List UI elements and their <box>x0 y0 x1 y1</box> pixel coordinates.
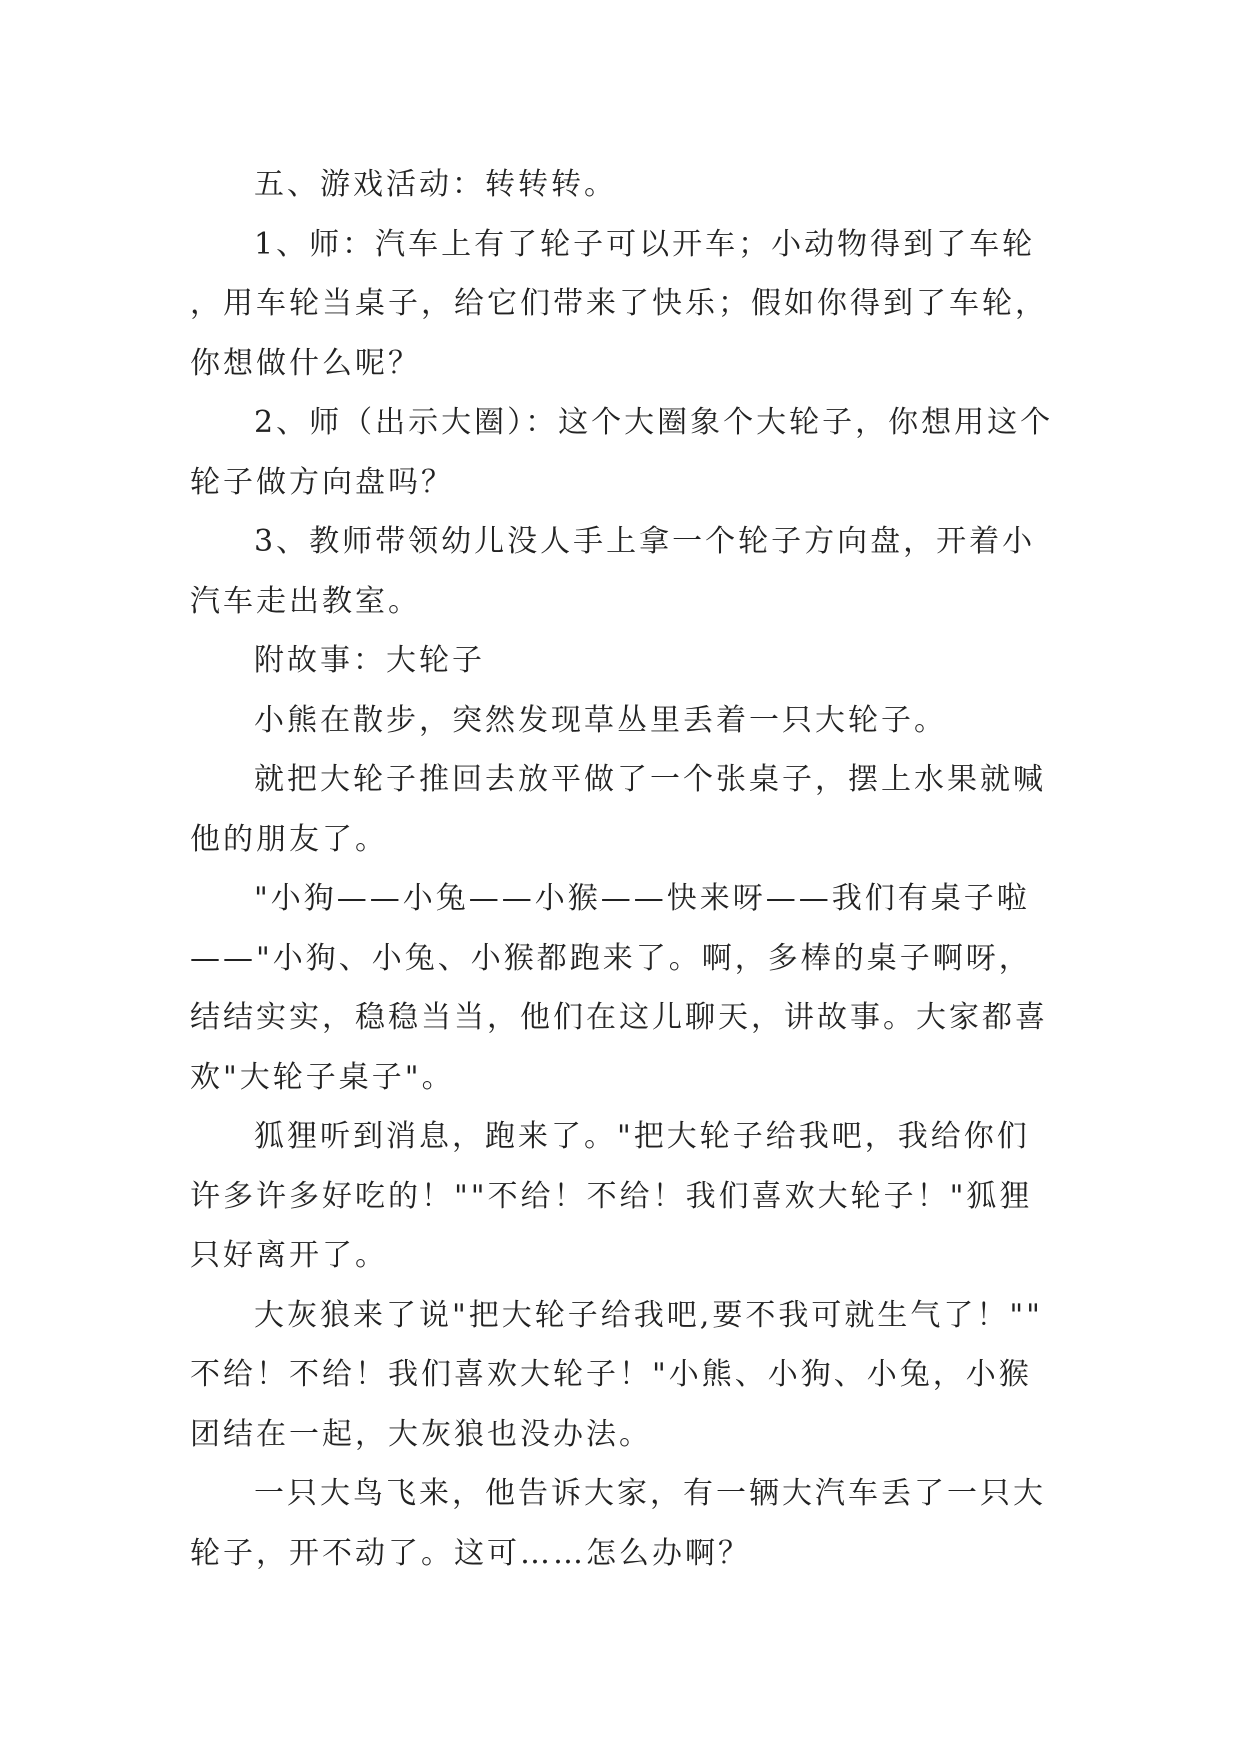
paragraph: "小狗——小兔——小猴——快来呀——我们有桌子啦——"小狗、小兔、小猴都跑来了。啊，多棒的桌子啊呀，结结实实，稳稳当当，他们在这儿聊天，讲故事。大家都喜欢"大轮子桌子"。 <box>190 881 1048 1095</box>
paragraph: 3、教师带领幼儿没人手上拿一个轮子方向盘，开着小汽车走出教室。 <box>190 524 1036 619</box>
paragraph: 一只大鸟飞来，他告诉大家，有一辆大汽车丢了一只大轮子，开不动了。这可……怎么办啊？ <box>190 1476 1046 1571</box>
paragraph: 五、游戏活动：转转转。 <box>254 167 617 202</box>
paragraph: 小熊在散步，突然发现草丛里丢着一只大轮子。 <box>254 702 947 738</box>
paragraph: 附故事：大轮子 <box>254 643 485 678</box>
paragraph: 就把大轮子推回去放平做了一个张桌子，摆上水果就喊他的朋友了。 <box>190 762 1046 857</box>
paragraph: 大灰狼来了说"把大轮子给我吧,要不我可就生气了！""不给！不给！我们喜欢大轮子！"小熊、小狗、小兔，小猴团结在一起，大灰狼也没办法。 <box>190 1297 1043 1452</box>
document-body <box>190 155 1060 1583</box>
paragraph: 狐狸听到消息，跑来了。"把大轮子给我吧，我给你们许多许多好吃的！""不给！不给！我们喜欢大轮子！"狐狸只好离开了。 <box>190 1119 1033 1273</box>
paragraph: 1、师：汽车上有了轮子可以开车；小动物得到了车轮，用车轮当桌子，给它们带来了快乐；假如你得到了车轮，你想做什么呢？ <box>190 226 1048 381</box>
paragraph: 2、师（出示大圈）：这个大圈象个大轮子，你想用这个轮子做方向盘吗？ <box>190 405 1054 500</box>
